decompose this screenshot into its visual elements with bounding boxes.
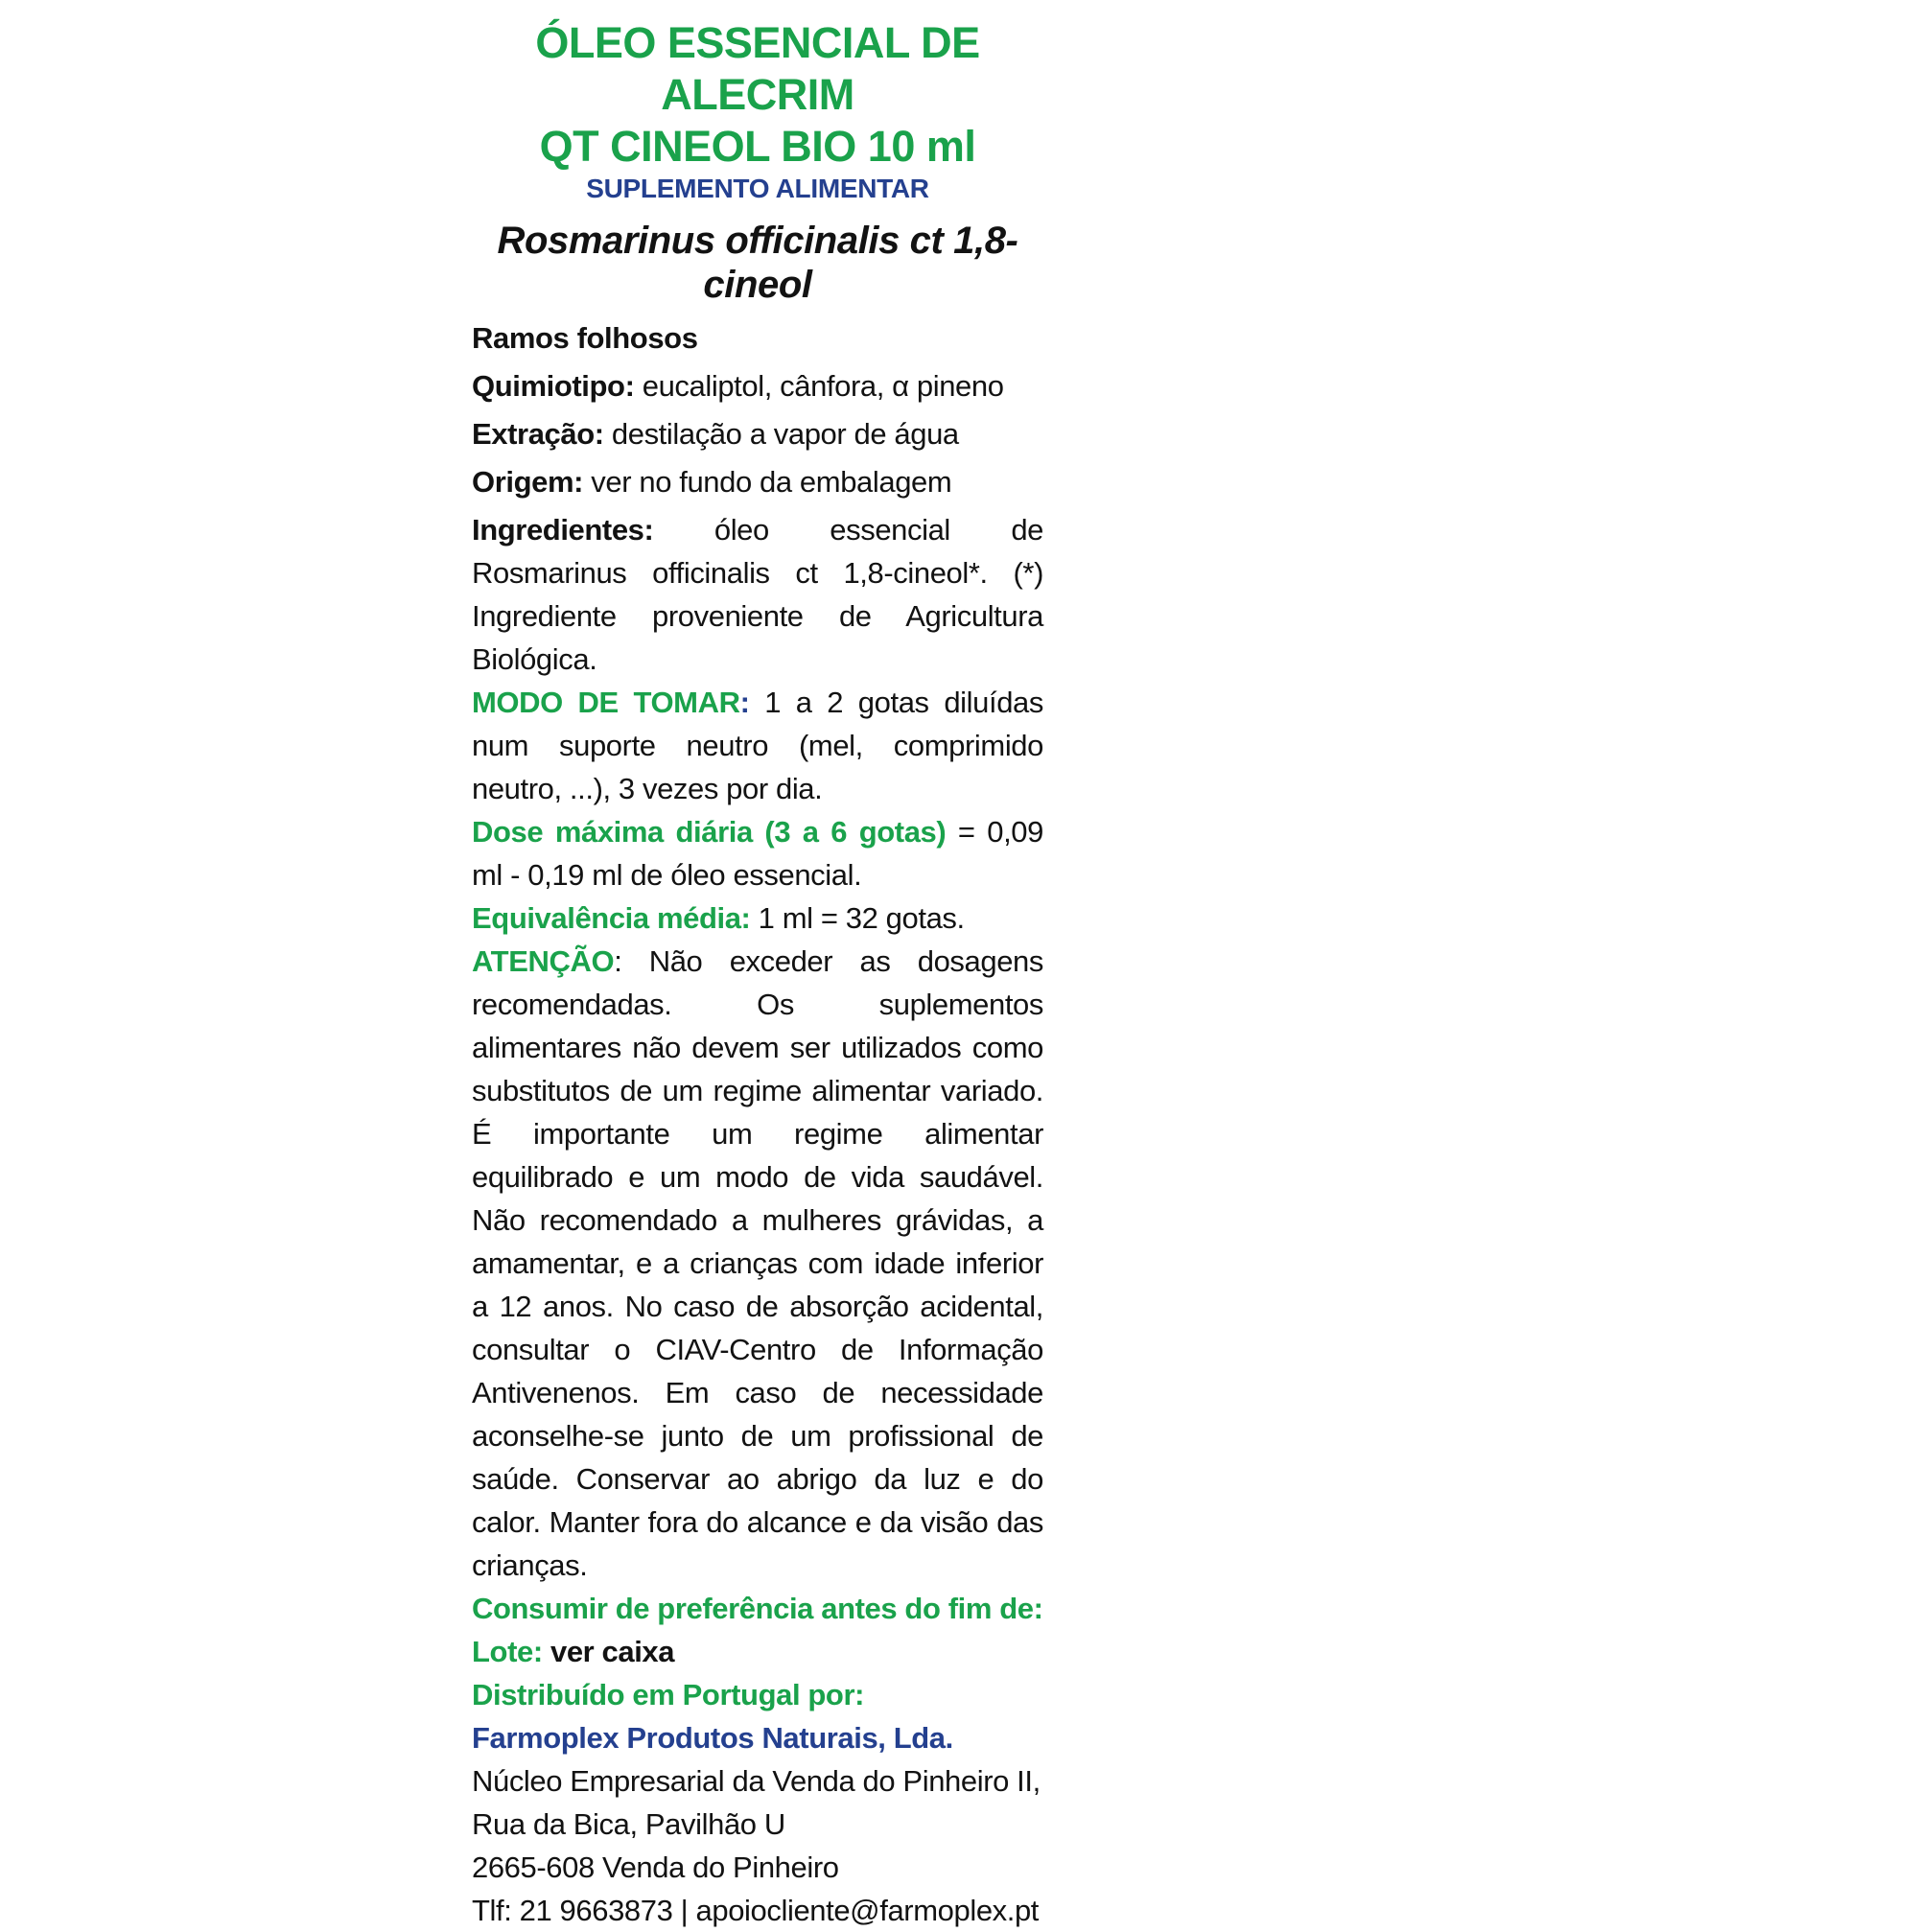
- warning-paragraph: [472, 940, 1043, 1587]
- chemotype-row: [472, 364, 1043, 407]
- extraction-label: Extração:: [472, 417, 604, 451]
- origin-row: [472, 460, 1043, 503]
- origin-value: ver no fundo da embalagem: [583, 465, 952, 499]
- equivalence-value: 1 ml = 32 gotas.: [750, 901, 965, 935]
- product-title-line1: ÓLEO ESSENCIAL DE ALECRIM: [535, 18, 980, 119]
- lot-row: [472, 1630, 1043, 1673]
- supplement-subtitle: SUPLEMENTO ALIMENTAR: [586, 174, 929, 203]
- directions-colon: :: [739, 686, 750, 719]
- warning-label: ATENÇÃO: [472, 944, 615, 978]
- plant-part: Ramos folhosos: [472, 321, 698, 355]
- origin-label: Origem:: [472, 465, 584, 499]
- directions-value: 1 a 2 gotas diluídas num suporte neutro (mel, comprimido neutro, ...), 3 vezes por dia.: [472, 686, 1043, 805]
- chemotype-label: Quimiotipo:: [472, 369, 635, 403]
- max-dose-value: = 0,09 ml - 0,19 ml de óleo essencial.: [472, 815, 1043, 892]
- max-dose-paragraph: [472, 810, 1043, 896]
- lot-label: Lote:: [472, 1635, 543, 1668]
- contact-line: Tlf: 21 9663873 | apoiocliente@farmoplex.pt: [472, 1894, 1040, 1927]
- directions-paragraph: [472, 681, 1043, 810]
- lot-value: ver caixa: [542, 1635, 675, 1668]
- chemotype-value: eucaliptol, cânfora, α pineno: [634, 369, 1004, 403]
- botanical-name: Rosmarinus officinalis ct 1,8-cineol: [497, 220, 1018, 306]
- extraction-row: [472, 412, 1043, 455]
- ingredients-value: óleo essencial de Rosmarinus officinalis ct 1,8-cineol*. (*) Ingrediente proveniente de Agricultura Biológica.: [472, 513, 1043, 676]
- extraction-value: destilação a vapor de água: [603, 417, 959, 451]
- max-dose-label: Dose máxima diária (3 a 6 gotas): [472, 815, 947, 849]
- best-before-label: Consumir de preferência antes do fim de:: [472, 1592, 1043, 1625]
- distributor-name: Farmoplex Produtos Naturais, Lda.: [472, 1721, 953, 1755]
- equivalence-label: Equivalência média:: [472, 901, 751, 935]
- address-line1: Núcleo Empresarial da Venda do Pinheiro II,: [472, 1764, 1041, 1798]
- ingredients-label: Ingredientes:: [472, 513, 654, 547]
- warning-text: : Não exceder as dosagens recomendadas. Os suplementos alimentares não devem ser utilizados como substitutos de um regime alimentar variado. É importante um regime alimentar equilibrado e um modo de vida saudável. Não recomendado a mulheres grávidas, a amamentar, e a crianças com idade inferior a 12 anos. No caso de absorção acidental, consultar o CIAV-Centro de Informação Antivenenos. Em caso de necessidade aconselhe-se junto de um profissional de saúde. Conservar ao abrigo da luz e do calor. Manter fora do alcance e da visão das crianças.: [472, 944, 1043, 1582]
- product-title-line2: QT CINEOL BIO 10 ml: [539, 122, 976, 171]
- address-line3: 2665-608 Venda do Pinheiro: [472, 1851, 839, 1884]
- address-line2: Rua da Bica, Pavilhão U: [472, 1807, 785, 1841]
- distributor-label: Distribuído em Portugal por:: [472, 1678, 865, 1711]
- equivalence-row: [472, 896, 1043, 940]
- product-label: [472, 17, 1043, 1932]
- directions-label: MODO DE TOMAR: [472, 686, 740, 719]
- ingredients-paragraph: [472, 508, 1043, 681]
